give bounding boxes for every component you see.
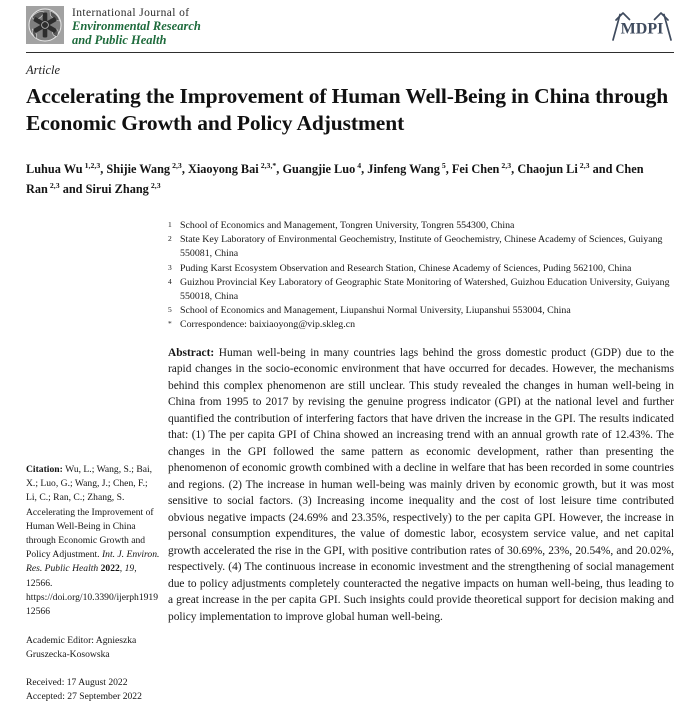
content-row: [26, 219, 674, 704]
citation-volume: 19: [124, 563, 135, 575]
doi-link[interactable]: https://doi.org/10.3390/ijerph191912566: [26, 591, 159, 618]
citation-authors-title: Wu, L.; Wang, S.; Bai, X.; Luo, G.; Wang, J.; Chen, F.; Li, C.; Ran, C.; Zhang, S. Accelerating the Improvement of Human Well-Being in China through Economic Growth and Policy Adjustment.: [26, 464, 154, 561]
journal-title-line1: International Journal of: [72, 7, 190, 19]
author-name: Sirui Zhang $^{2,3}$: [85, 180, 161, 196]
journal-brand: [26, 6, 201, 47]
affiliation-item: 1 School of Economics and Management, Tongren University, Tongren 554300, China: [168, 220, 515, 231]
affiliation-item: 3 Puding Karst Ecosystem Observation and Research Station, Chinese Academy of Sciences, Puding 562100, China: [168, 262, 632, 274]
correspondence-label: Correspondence:: [180, 319, 250, 331]
article-type-label: Article: [26, 63, 61, 77]
author-affil-sup: 1,2,3: [84, 161, 101, 170]
mdpi-logo-text: MDPI: [620, 20, 664, 38]
affiliation-item: 2 State Key Laboratory of Environmental Geochemistry, Institute of Geochemistry, Chinese Academy of Sciences, Guiyang 550081, China: [168, 234, 663, 260]
journal-header: [26, 6, 674, 51]
journal-title-line2: Environmental Research: [72, 19, 201, 33]
affiliation-marker: 4: [168, 276, 172, 286]
citation-journal-abbrev: Int. J. Environ. Res. Public Health: [26, 549, 160, 575]
academic-editor: Academic Editor: Agnieszka Gruszecka-Kosowska: [26, 635, 137, 661]
citation-pages: 12566.: [26, 577, 53, 589]
journal-title: [72, 7, 201, 47]
authors-line: [26, 158, 674, 197]
author-affil-sup: 2,3: [579, 161, 590, 170]
author-name: Xiaoyong Bai $^{2,3,*}$,: [187, 161, 283, 177]
author-affil-sup: 2,3: [501, 161, 512, 170]
author-name: Guangjie Luo $^4$,: [282, 161, 368, 177]
abstract-text: Human well-being in many countries lags behind the gross domestic product (GDP) due to the rapid changes in the socio-economic environment that have occurred for decades. However, the mechanisms behind this complex phenomenon are still unclear. This study revealed the changes in human well-being in China from 1995 to 2017 by revising the genuine progress indicator (GPI) at the national level and further quantified the contribution of interfering factors that have driven the increase in the GPI. The results indicated that: (1) The per capita GPI of China showed an increasing trend with an annual growth rate of 12.43%. The changes in the GPI followed the same pattern as economic development, rather than presenting the phenomenon of economic growth combined with a decline in welfare that has been recorded in some countries and regions. (2) The increase in human well-being was mainly driven by economic growth, but it was most sensitive to social factors. (3) Increasing income inequality and the cost of lost leisure time contributed obvious negative impacts (24.69% and 23.35%, respectively) to the per capita GPI. However, the increase in personal consumption expenditures, the value of domestic labor, ecosystem service value, and net capital growth accelerated the rise in the GPI, with positive contribution rates of 30.69%, 23%, 20.54%, and 20.02%, respectively. (4) The continuous increase in economic investment and the strengthening of social management due to policy adjustments completely counteracted the negative impacts on human well-being, thus leading to a great increase in the per capita GPI. Such insights could provide theoretical support for decision making and policy implementation to improve global human well-being.: [168, 346, 674, 623]
author-name: Jinfeng Wang $^5$,: [367, 161, 452, 177]
journal-title-line3: and Public Health: [72, 32, 167, 47]
author-affil-sup: 2,3: [49, 180, 60, 190]
author-affil-sup: 2,3: [172, 161, 182, 170]
correspondence-email-link[interactable]: baixiaoyong@vip.skleg.cn: [249, 319, 356, 331]
main-column: [168, 219, 674, 704]
author-name: Fei Chen $^{2,3}$,: [451, 161, 518, 177]
affiliation-marker: 3: [168, 262, 172, 272]
author-affil-sup: 2,3,*: [260, 161, 277, 170]
affiliations-list: [168, 219, 674, 333]
journal-globe-logo-icon: [26, 6, 64, 44]
author-name: Luhua Wu $^{1,2,3}$,: [26, 161, 107, 177]
citation-block: Citation: Wu, L.; Wang, S.; Bai, X.; Luo, G.; Wang, J.; Chen, F.; Li, C.; Ran, C.; Zhang, S. Accelerating the Improvement of Human Well-Being in China through Economic Growth and Policy Adjustment. Int. J. Environ. Res. Public Health 2022, 19, 12566. https://doi.org/10.3390/ijerph191912566: [26, 464, 160, 618]
author-name: Chen Ran $^{2,3}$ and: [26, 162, 644, 196]
citation-label: Citation:: [26, 464, 66, 475]
author-affil-sup: 2,3: [150, 180, 161, 190]
author-name: Shijie Wang $^{2,3}$,: [106, 161, 188, 177]
abstract-section: [168, 345, 674, 626]
affiliation-marker: 5: [168, 305, 172, 315]
correspondence-item: [168, 318, 674, 332]
author-affil-sup: 4: [357, 161, 362, 170]
correspondence-marker: *: [168, 319, 172, 329]
received-date: Received: 17 August 2022: [26, 676, 128, 688]
author-name: Chaojun Li $^{2,3}$ and: [517, 161, 616, 177]
citation-year: 2022: [100, 563, 120, 575]
dates-block: [26, 676, 160, 704]
accepted-date: Accepted: 27 September 2022: [26, 690, 142, 702]
affiliation-marker: 1: [168, 220, 172, 229]
article-title: Accelerating the Improvement of Human Well-Being in China through Economic Growth and Policy Adjustment: [26, 84, 669, 135]
affiliation-item: 4 Guizhou Provincial Key Laboratory of Geographic State Monitoring of Watershed, Guizhou Education University, Guiyang 550018, China: [168, 276, 670, 303]
author-affil-sup: 5: [441, 161, 446, 170]
left-sidebar: [26, 219, 160, 704]
affiliation-marker: 2: [168, 234, 172, 244]
mdpi-logo: [610, 11, 674, 47]
header-divider: [26, 52, 674, 53]
affiliation-item: 5 School of Economics and Management, Liupanshui Normal University, Liupanshui 553004, China: [168, 305, 571, 317]
abstract-label: Abstract:: [168, 346, 215, 359]
